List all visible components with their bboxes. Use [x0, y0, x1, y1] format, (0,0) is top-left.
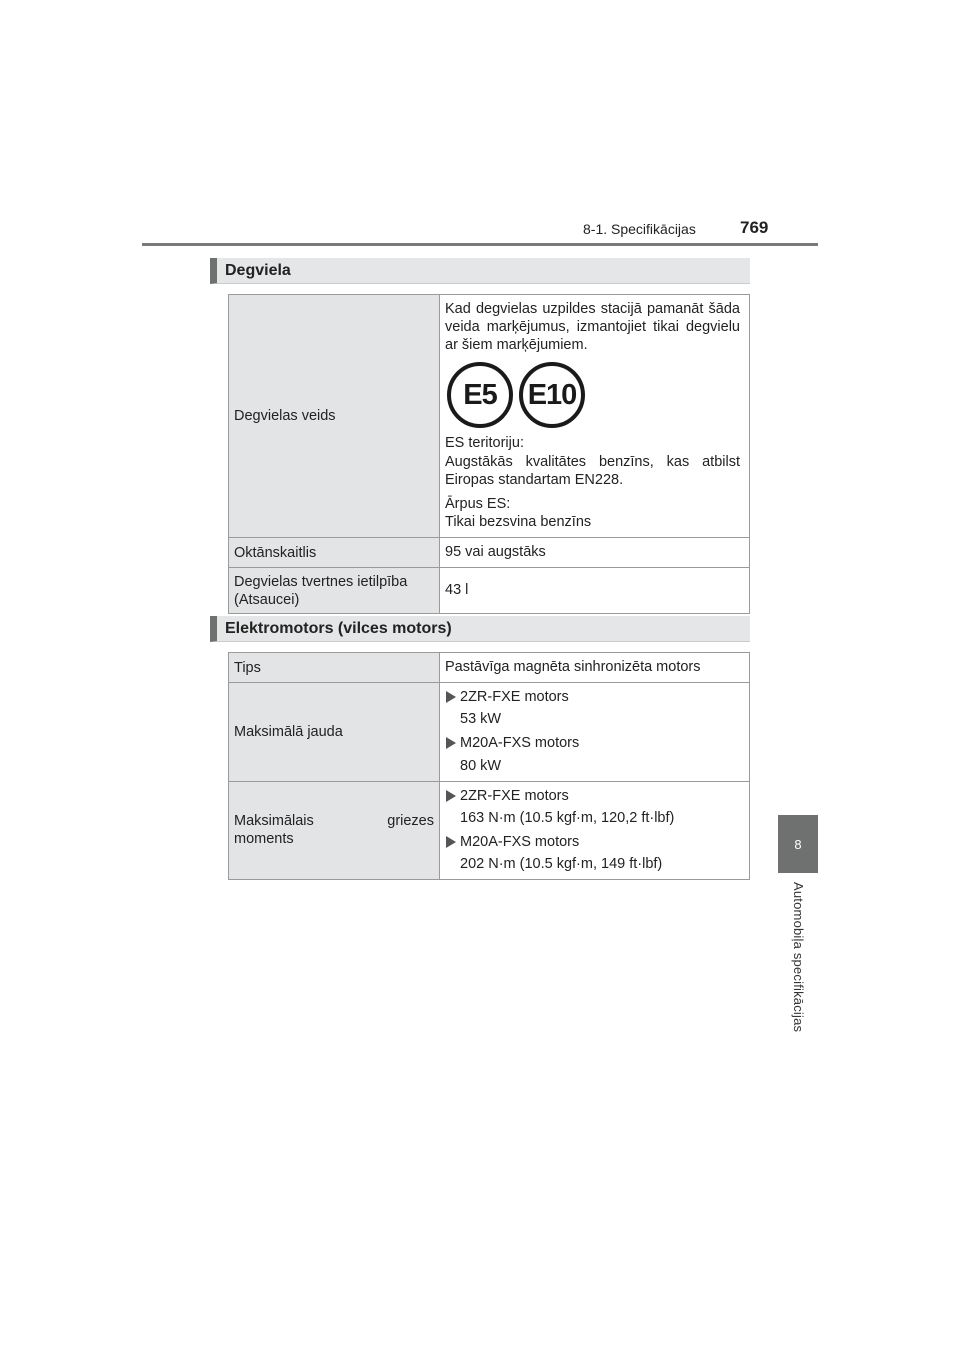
table-row — [229, 653, 750, 683]
page-number: 769 — [740, 218, 769, 237]
power-item-name: M20A-FXS motors — [460, 735, 580, 752]
table-row — [229, 683, 750, 782]
max-torque-value — [440, 781, 750, 880]
chapter-tab[interactable] — [778, 815, 818, 873]
eu-text: Augstākās kvalitātes benzīns, kas atbilst Eiropas standartam EN228. — [445, 453, 740, 488]
list-item — [445, 833, 740, 851]
max-torque-label — [229, 781, 440, 880]
max-power-value — [440, 683, 750, 782]
fuel-intro-text: Kad degvielas uzpildes stacijā pamanāt šāda veida marķējumus, izmantojiet tikai degvielu ar šiem marķējumiem. — [445, 301, 740, 354]
fuel-spec-table — [228, 294, 750, 614]
e10-badge-icon — [519, 362, 585, 428]
chapter-title: Automobiļa specifikācijas — [791, 882, 806, 1033]
power-item-name: 2ZR-FXE motors — [460, 689, 569, 706]
motor-spec-table — [228, 652, 750, 880]
eu-heading: ES teritoriju: — [445, 435, 524, 452]
triangle-bullet-icon — [446, 737, 456, 749]
section-title: 8-1. Specifikācijas — [583, 221, 696, 237]
torque-label-word: Maksimālais — [234, 813, 314, 830]
chapter-number: 8 — [794, 836, 802, 852]
torque-item-name: M20A-FXS motors — [460, 833, 580, 850]
fuel-section-title: Degviela — [225, 262, 291, 279]
tank-value: 43 l — [440, 568, 750, 614]
torque-label-line-1 — [234, 812, 434, 830]
max-power-label: Maksimālā jauda — [229, 683, 440, 782]
torque-label-word: griezes — [387, 813, 434, 830]
torque-label-line-2: moments — [234, 831, 294, 848]
non-eu-text: Tikai bezsvina benzīns — [445, 513, 592, 530]
motor-type-label: Tips — [229, 653, 440, 683]
power-item-value: 53 kW — [460, 711, 502, 728]
torque-item-value: 163 N·m (10.5 kgf·m, 120,2 ft·lbf) — [460, 809, 675, 826]
fuel-type-label: Degvielas veids — [229, 295, 440, 538]
power-item-value: 80 kW — [460, 757, 502, 774]
triangle-bullet-icon — [446, 790, 456, 802]
motor-section-title: Elektromotors (vilces motors) — [225, 620, 452, 637]
e10-badge-text: E10 — [527, 379, 577, 412]
e5-badge-text: E5 — [463, 379, 497, 412]
tank-label-line-2: (Atsaucei) — [234, 591, 300, 608]
octane-label: Oktānskaitlis — [229, 538, 440, 568]
list-item — [445, 787, 740, 805]
octane-value: 95 vai augstāks — [440, 538, 750, 568]
table-row — [229, 568, 750, 614]
torque-item-value: 202 N·m (10.5 kgf·m, 149 ft·lbf) — [460, 856, 663, 872]
list-item — [445, 734, 740, 752]
fuel-badges — [447, 362, 740, 428]
list-item — [445, 688, 740, 706]
triangle-bullet-icon — [446, 691, 456, 703]
fuel-type-value — [440, 295, 750, 538]
triangle-bullet-icon — [446, 836, 456, 848]
non-eu-heading: Ārpus ES: — [445, 495, 511, 512]
table-row — [229, 538, 750, 568]
torque-item-name: 2ZR-FXE motors — [460, 787, 569, 804]
motor-type-value: Pastāvīga magnēta sinhronizēta motors — [440, 653, 750, 683]
header-divider — [142, 243, 818, 246]
tank-label — [229, 568, 440, 614]
tank-label-line-1: Degvielas tvertnes ietilpība — [234, 573, 408, 590]
motor-section-heading — [210, 616, 750, 642]
table-row — [229, 781, 750, 880]
e5-badge-icon — [447, 362, 513, 428]
fuel-section-heading — [210, 258, 750, 284]
table-row — [229, 295, 750, 538]
